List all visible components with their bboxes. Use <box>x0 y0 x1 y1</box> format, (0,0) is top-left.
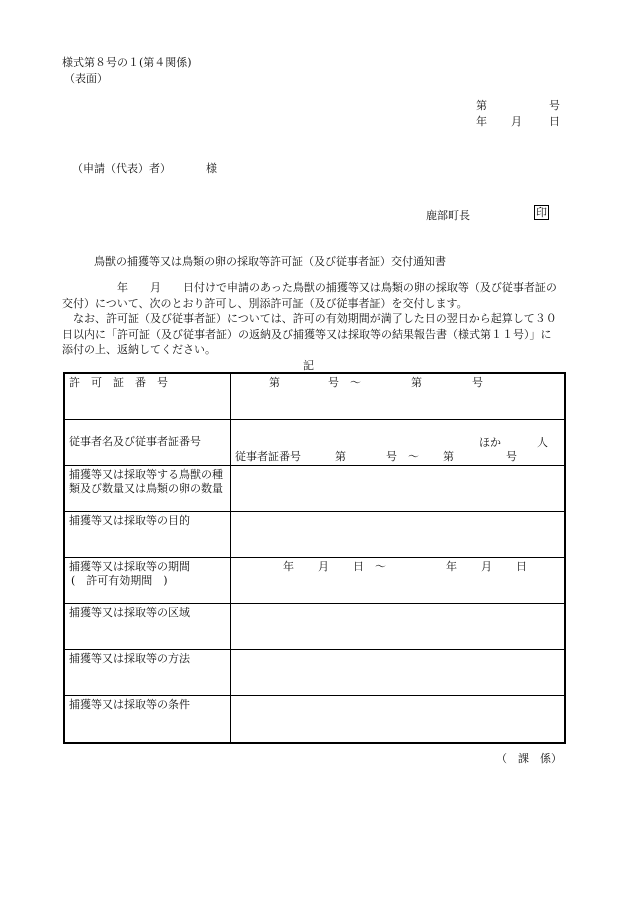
para1-year: 年 <box>117 281 128 294</box>
row-value[interactable] <box>231 649 566 695</box>
value-text: 人 <box>537 435 548 449</box>
value-text: 月 <box>318 559 329 573</box>
row-sublabel: ( 許可有効期間 ) <box>71 573 168 587</box>
row-label: 捕獲等又は採取等の条件 <box>64 695 231 743</box>
doc-number-suffix: 号 <box>549 99 560 112</box>
row-label: 許 可 証 番 号 <box>64 373 231 419</box>
addressee-honorific: 様 <box>206 162 217 175</box>
para1-month: 月 <box>150 281 161 294</box>
row-label: 捕獲等又は採取等する鳥獣の種類及び数量又は鳥類の卵の数量 <box>64 465 231 511</box>
row-value[interactable] <box>231 557 566 603</box>
permit-table <box>63 372 566 744</box>
value-text: 第 <box>443 449 454 463</box>
ki-marker: 記 <box>303 359 314 372</box>
row-label-cell <box>64 557 231 603</box>
date-month: 月 <box>511 115 522 128</box>
row-value[interactable] <box>231 373 566 419</box>
row-value[interactable] <box>231 603 566 649</box>
issuer-name: 鹿部町長 <box>426 209 470 222</box>
form-face: （表面） <box>64 72 108 85</box>
seal-box <box>534 205 549 220</box>
row-label: 捕獲等又は採取等の期間 <box>69 559 190 573</box>
table-row <box>64 695 565 743</box>
body-text <box>62 280 562 358</box>
value-text: 従事者証番号 <box>235 449 301 463</box>
paragraph-2: なお、許可証（及び従事者証）については、許可の有効期間が満了した日の翌日から起算して３０日以内に「許可証（及び従事者証）の返納及び捕獲等又は採取等の結果報告書（様式第１１号）」に添付の上、返納してください。 <box>62 312 557 356</box>
table-row <box>64 465 565 511</box>
row-value[interactable] <box>231 419 566 465</box>
document-title: 鳥獣の捕獲等又は鳥類の卵の採取等許可証（及び従事者証）交付通知書 <box>94 255 446 268</box>
seal-mark: 印 <box>536 206 547 219</box>
value-text: 号 <box>506 449 517 463</box>
row-value[interactable] <box>231 465 566 511</box>
table-row <box>64 419 565 465</box>
row-label: 捕獲等又は採取等の区域 <box>64 603 231 649</box>
section-contact: （ 課 係） <box>496 752 562 765</box>
form-number: 様式第８号の１(第４関係) <box>62 56 192 69</box>
table-row <box>64 649 565 695</box>
value-text: 第 <box>269 376 280 389</box>
paragraph-1 <box>62 280 562 311</box>
value-text: ほか <box>479 435 501 449</box>
value-text: 日 ～ <box>353 559 386 573</box>
value-text: 日 <box>516 559 527 573</box>
value-text: 号 ～ <box>328 376 361 389</box>
row-value[interactable] <box>231 511 566 557</box>
value-text: 第 <box>335 449 346 463</box>
value-text: 号 <box>472 376 483 389</box>
row-label: 捕獲等又は採取等の目的 <box>64 511 231 557</box>
value-text: 月 <box>481 559 492 573</box>
table-row <box>64 603 565 649</box>
value-text: 第 <box>411 376 422 389</box>
value-text: 号 ～ <box>386 449 419 463</box>
doc-number-prefix: 第 <box>476 99 487 112</box>
addressee-label: （申請（代表）者） <box>72 162 171 175</box>
table-row <box>64 557 565 603</box>
row-label: 従事者名及び従事者証番号 <box>64 419 231 465</box>
value-text: 年 <box>283 559 294 573</box>
row-value[interactable] <box>231 695 566 743</box>
table-row <box>64 511 565 557</box>
row-label: 捕獲等又は採取等の方法 <box>64 649 231 695</box>
date-day: 日 <box>549 115 560 128</box>
table-row <box>64 373 565 419</box>
para1-text: 日付けで申請のあった鳥獣の捕獲等又は鳥類の卵の採取等（及び従事者証の交付）について、次のとおり許可し、別添許可証（及び従事者証）を交付します。 <box>62 281 557 310</box>
date-year: 年 <box>476 115 487 128</box>
value-text: 年 <box>446 559 457 573</box>
